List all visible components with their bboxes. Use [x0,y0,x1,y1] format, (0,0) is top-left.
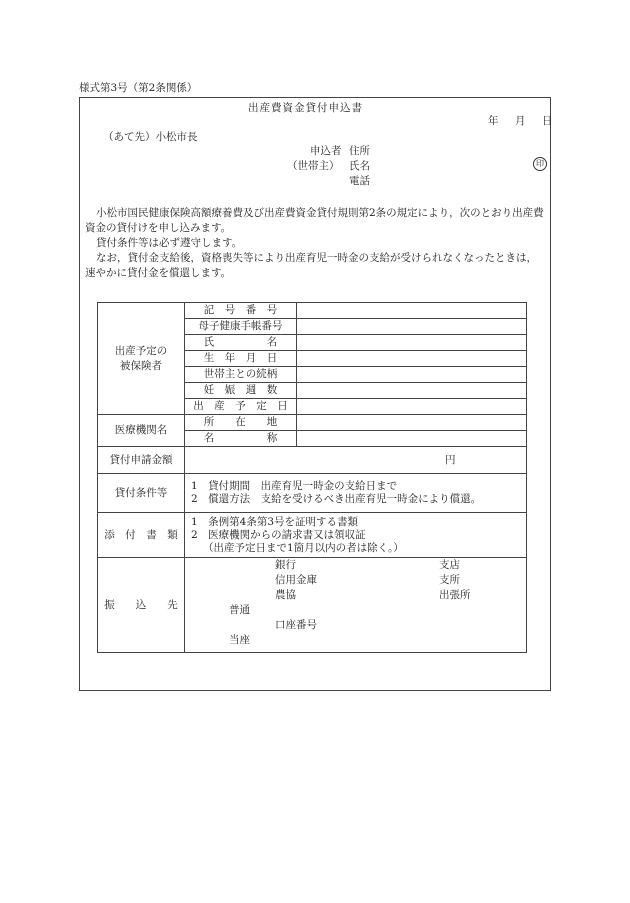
insured-row-label: 妊 娠 週 数 [185,383,297,399]
body-paragraph-1: 小松市国民健康保険高額療養費及び出産費資金貸付規則第2条の規定により，次のとおり出産費資金の貸付けを申し込みます。 [85,207,544,234]
insured-row-value[interactable] [297,319,527,335]
attachments-label: 添 付 書 類 [98,513,185,558]
medical-row-value[interactable] [297,431,527,447]
amount-field[interactable] [185,447,527,474]
form-title: 出産費資金貸付申込書 [248,102,363,114]
body-paragraph-2: 貸付条件等は必ず遵守します。 [96,237,243,249]
credit-label: 信用金庫 [275,574,317,586]
insured-row-label: 記 号 番 号 [185,303,297,319]
insured-row-value[interactable] [297,383,527,399]
applicant-phone-label: 電話 [349,175,370,187]
insured-row-value[interactable] [297,335,527,351]
insured-row-value[interactable] [297,303,527,319]
body-paragraph-3: なお，貸付金支給後，資格喪失等により出産育児一時金の支給が受けられなくなったときは，速やかに貸付金を償還します。 [85,252,537,279]
insured-row-value[interactable] [297,351,527,367]
branch2-label: 支所 [439,574,460,586]
branch3-label: 出張所 [439,589,471,601]
medical-row-value[interactable] [297,415,527,431]
insured-row-label: 生 年 月 日 [185,351,297,367]
current-label: 当座 [229,634,250,646]
application-table [97,302,527,653]
applicant-address-label: 住所 [349,145,370,157]
amount-unit: 円 [445,453,456,466]
medical-row-label: 名 称 [185,431,297,447]
insured-row-label: 世帯主との続柄 [185,367,297,383]
ordinary-label: 普通 [229,604,250,616]
insured-row-label: 出 産 予 定 日 [185,399,297,415]
bank-label: 銀行 [275,559,296,571]
insured-row-label: 母子健康手帳番号 [185,319,297,335]
medical-institution-label: 医療機関名 [98,415,185,447]
branch-label: 支店 [439,559,460,571]
conditions-text: 1 貸付期間 出産育児一時金の支給日まで 2 償還方法 支給を受けるべき出産育児一時金により償還。 [185,474,527,513]
conditions-label: 貸付条件等 [98,474,185,513]
form-number: 様式第3号（第2条関係） [79,82,198,94]
insured-row-label: 氏 名 [185,335,297,351]
date-label: 年 月 日 [488,115,556,127]
attachments-text: 1 条例第4条第3号を証明する書類 2 医療機関からの請求書又は領収証 （出産予定日まで1箇月以内の者は除く。） [185,513,527,558]
seal-mark: 印 [533,157,547,171]
applicant-role-sub: （世帯主） [287,160,340,172]
transfer-field[interactable] [185,558,527,653]
transfer-label: 振 込 先 [98,558,185,653]
medical-row-label: 所 在 地 [185,415,297,431]
insured-row-value[interactable] [297,399,527,415]
insured-person-label: 出産予定の 被保険者 [98,303,185,415]
agri-label: 農協 [275,589,296,601]
applicant-name-label: 氏名 [349,160,370,172]
account-number-label: 口座番号 [275,619,317,631]
addressee: （あて先）小松市長 [103,131,198,143]
insured-row-value[interactable] [297,367,527,383]
applicant-role: 申込者 [310,145,342,157]
amount-label: 貸付申請金額 [98,447,185,474]
